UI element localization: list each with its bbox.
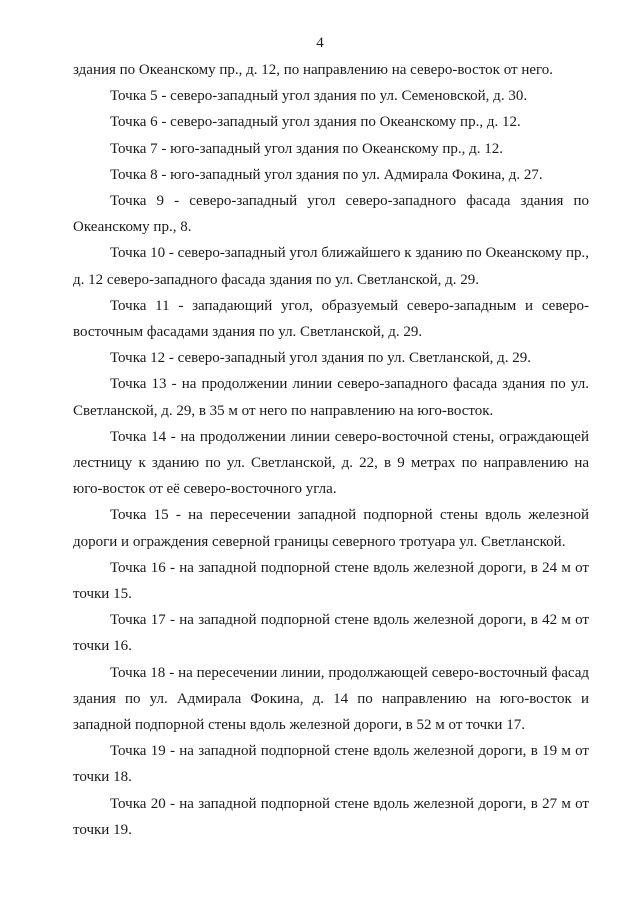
paragraph-point-20: Точка 20 - на западной подпорной стене вдоль железной дороги, в 27 м от точки 19. xyxy=(73,795,589,838)
page-number: 4 xyxy=(316,35,324,51)
paragraph-continuation: здания по Океанскому пр., д. 12, по направлению на северо-восток от него. xyxy=(73,62,554,78)
paragraph-point-13: Точка 13 - на продолжении линии северо-западного фасада здания по ул. Светланской, д. 29, в 35 м от него по направлению на юго-восток. xyxy=(73,376,589,419)
paragraph-point-5: Точка 5 - северо-западный угол здания по ул. Семеновской, д. 30. xyxy=(110,88,528,105)
paragraph-point-6: Точка 6 - северо-западный угол здания по Океанскому пр., д. 12. xyxy=(110,114,521,131)
document-body xyxy=(73,57,589,843)
paragraph-point-16: Точка 16 - на западной подпорной стене вдоль железной дороги, в 24 м от точки 15. xyxy=(73,559,589,603)
paragraph-point-15: Точка 15 - на пересечении западной подпорной стены вдоль железной дороги и ограждения северной границы северного тротуара ул. Светланской. xyxy=(73,507,589,550)
paragraph-point-14: Точка 14 - на продолжении линии северо-восточной стены, ограждающей лестницу к зданию по ул. Светланской, д. 22, в 9 метрах по направлению на юго-восток от её северо-восточного угла. xyxy=(73,428,589,498)
paragraph-point-7: Точка 7 - юго-западный угол здания по Океанскому пр., д. 12. xyxy=(110,140,504,157)
paragraph-point-10: Точка 10 - северо-западный угол ближайшего к зданию по Океанскому пр., д. 12 северо-западного фасада здания по ул. Светланской, д. 29. xyxy=(73,245,589,288)
paragraph-point-19: Точка 19 - на западной подпорной стене вдоль железной дороги, в 19 м от точки 18. xyxy=(73,743,589,786)
paragraph-point-9: Точка 9 - северо-западный угол северо-западного фасада здания по Океанскому пр., 8. xyxy=(73,193,589,236)
paragraph-point-17: Точка 17 - на западной подпорной стене вдоль железной дороги, в 42 м от точки 16. xyxy=(73,612,589,655)
paragraph-point-11: Точка 11 - западающий угол, образуемый северо-западным и северо-восточным фасадами здания по ул. Светланской, д. 29. xyxy=(73,297,589,341)
paragraph-point-12: Точка 12 - северо-западный угол здания по ул. Светланской, д. 29. xyxy=(110,350,532,367)
paragraph-point-18: Точка 18 - на пересечении линии, продолжающей северо-восточный фасад здания по ул. Адмирала Фокина, д. 14 по направлению на юго-восток и западной подпорной стены вдоль железной дороги, в 52 м от точки 17. xyxy=(73,664,589,734)
paragraph-point-8: Точка 8 - юго-западный угол здания по ул. Адмирала Фокина, д. 27. xyxy=(110,166,543,183)
